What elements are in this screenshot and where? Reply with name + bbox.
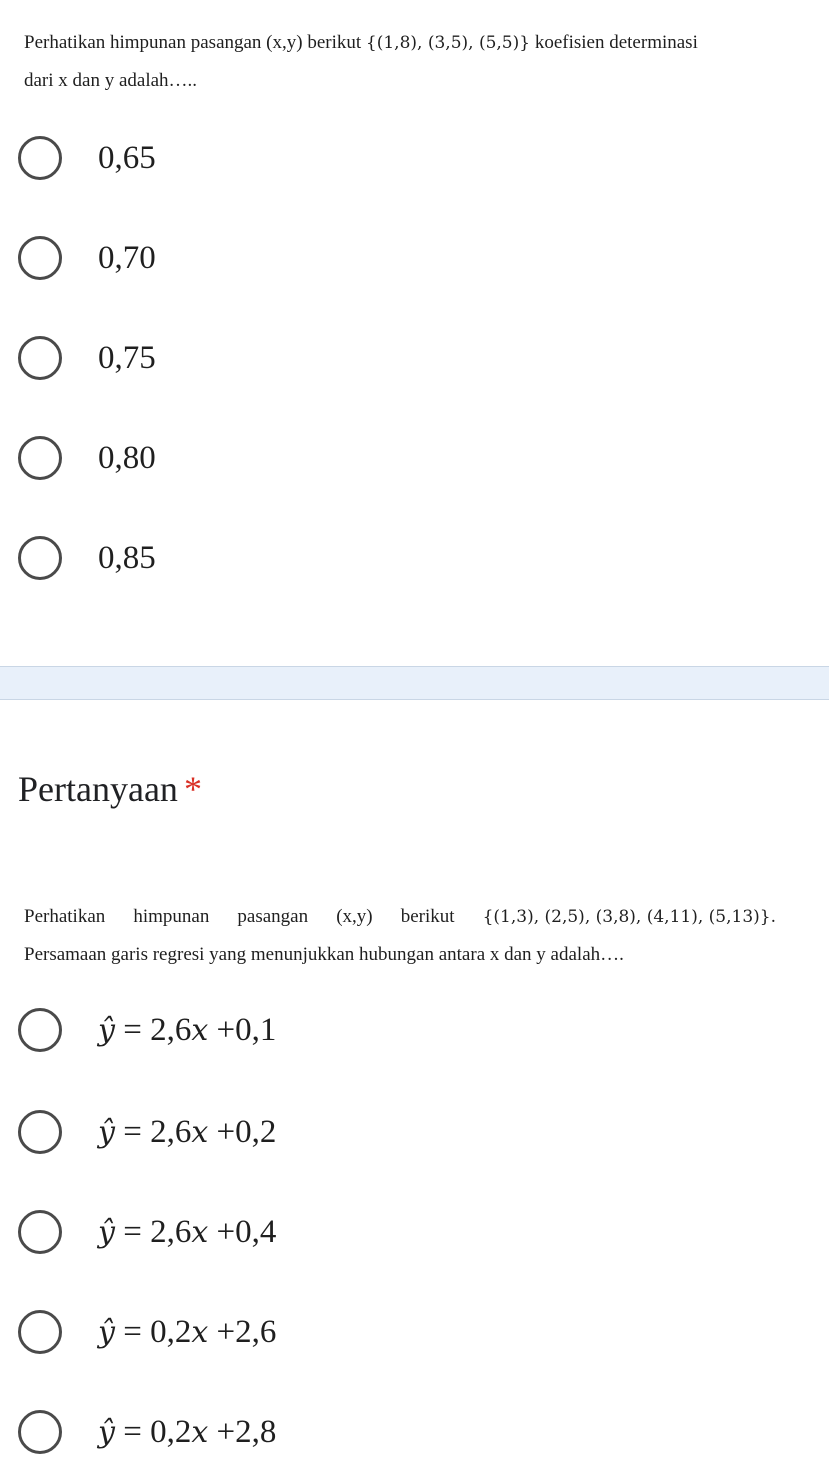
y-hat: ŷ xyxy=(98,1214,115,1250)
question-1-line-2: dari x dan y adalah….. xyxy=(24,70,198,91)
required-marker: * xyxy=(183,769,202,809)
question-1-line-1 xyxy=(24,24,804,62)
word: pasangan xyxy=(237,906,309,927)
option-label xyxy=(98,1012,276,1049)
radio-button-icon[interactable] xyxy=(18,1410,62,1454)
question-2-option-e[interactable] xyxy=(18,1402,276,1462)
variable-x: x xyxy=(191,1214,209,1250)
radio-button-icon[interactable] xyxy=(18,136,62,180)
variable-x: x xyxy=(191,1012,209,1048)
question-2-option-b[interactable] xyxy=(18,1102,276,1162)
word: himpunan xyxy=(133,906,210,927)
intercept: +0,2 xyxy=(208,1113,277,1150)
y-hat: ŷ xyxy=(98,1114,115,1150)
option-label: 0,85 xyxy=(98,539,156,576)
variable-x: x xyxy=(191,1414,209,1450)
radio-button-icon[interactable] xyxy=(18,1310,62,1354)
word: Perhatikan xyxy=(24,906,106,927)
question-2-option-a[interactable] xyxy=(18,1000,276,1060)
radio-button-icon[interactable] xyxy=(18,436,62,480)
question-1-set: {(1,8), (3,5), (5,5)} xyxy=(365,33,531,53)
question-2-title xyxy=(18,768,202,810)
question-title-text: Pertanyaan xyxy=(18,769,178,809)
option-label: 0,80 xyxy=(98,439,156,476)
question-1-text-after: koefisien determinasi xyxy=(534,32,698,53)
question-2-line-1 xyxy=(24,898,776,936)
question-1-option-e[interactable] xyxy=(18,528,156,588)
option-label xyxy=(98,1414,276,1451)
variable-x: x xyxy=(191,1314,209,1350)
question-2-option-c[interactable] xyxy=(18,1202,276,1262)
coefficient: = 2,6 xyxy=(114,1113,192,1150)
option-label xyxy=(98,1314,276,1351)
question-1-option-c[interactable] xyxy=(18,328,156,388)
question-1-option-d[interactable] xyxy=(18,428,156,488)
radio-button-icon[interactable] xyxy=(18,1210,62,1254)
y-hat: ŷ xyxy=(98,1314,115,1350)
y-hat: ŷ xyxy=(98,1414,115,1450)
divider xyxy=(0,666,829,667)
coefficient: = 0,2 xyxy=(114,1413,192,1450)
card-separator xyxy=(0,666,829,700)
coefficient: = 0,2 xyxy=(114,1313,192,1350)
option-label: 0,75 xyxy=(98,339,156,376)
coefficient: = 2,6 xyxy=(114,1011,192,1048)
radio-button-icon[interactable] xyxy=(18,336,62,380)
option-label xyxy=(98,1114,276,1151)
question-2-text xyxy=(24,898,804,974)
y-hat: ŷ xyxy=(98,1012,115,1048)
intercept: +0,1 xyxy=(208,1011,277,1048)
word: berikut xyxy=(400,906,455,927)
radio-button-icon[interactable] xyxy=(18,236,62,280)
coefficient: = 2,6 xyxy=(114,1213,192,1250)
question-1-text-before: Perhatikan himpunan pasangan (x,y) berikut xyxy=(24,32,362,53)
radio-button-icon[interactable] xyxy=(18,1008,62,1052)
radio-button-icon[interactable] xyxy=(18,1110,62,1154)
word: (x,y) xyxy=(336,906,373,927)
option-label: 0,65 xyxy=(98,139,156,176)
question-2-set: {(1,3), (2,5), (3,8), (4,11), (5,13)}. xyxy=(482,907,776,927)
question-1-option-a[interactable] xyxy=(18,128,156,188)
question-2-option-d[interactable] xyxy=(18,1302,276,1362)
option-label xyxy=(98,1214,276,1251)
intercept: +2,6 xyxy=(208,1313,277,1350)
question-1-text xyxy=(24,24,804,100)
question-card-2 xyxy=(0,700,829,1480)
question-2-line-2: Persamaan garis regresi yang menunjukkan hubungan antara x dan y adalah…. xyxy=(24,944,624,965)
intercept: +0,4 xyxy=(208,1213,277,1250)
radio-button-icon[interactable] xyxy=(18,536,62,580)
option-label: 0,70 xyxy=(98,239,156,276)
intercept: +2,8 xyxy=(208,1413,277,1450)
question-1-option-b[interactable] xyxy=(18,228,156,288)
variable-x: x xyxy=(191,1114,209,1150)
question-card-1 xyxy=(0,0,829,666)
